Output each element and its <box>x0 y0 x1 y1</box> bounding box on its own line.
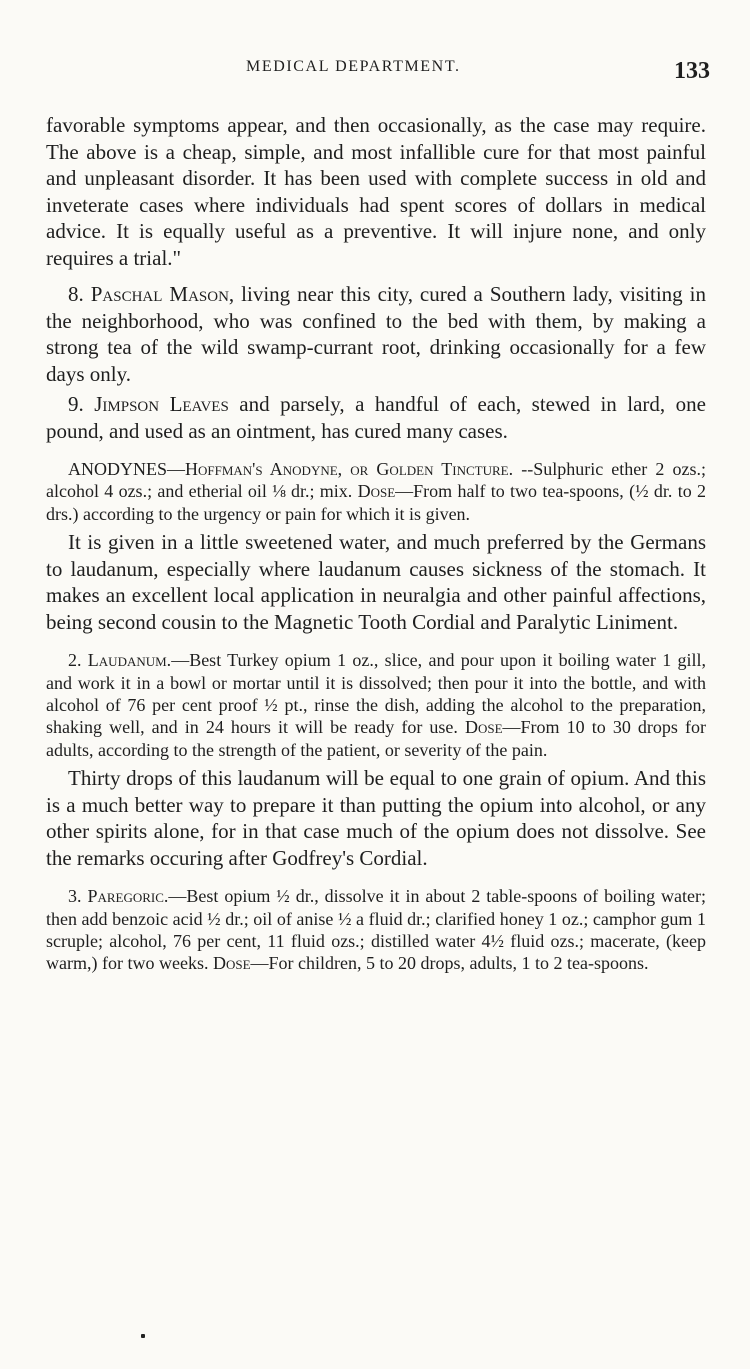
paragraph-anodynes <box>46 458 706 525</box>
dose-text: —From 10 to 30 drops for adults, according to the strength of the patient, or severity of the pain. <box>46 717 706 760</box>
paragraph-paregoric <box>46 885 706 975</box>
paragraph-text: Thirty drops of this laudanum will be equal to one grain of opium. And this is a much better way to prepare it than putting the opium into alcohol, or any other spirits alone, for in that case much of the opium does not dissolve. See the remarks occuring after Godfrey's Cordial. <box>46 766 706 870</box>
paragraph-laudanum-note <box>46 765 706 871</box>
item-number: 8. <box>68 282 84 306</box>
item-heading: Hoffman's Anodyne, or Golden Tincture. <box>185 459 514 479</box>
item-heading: Jimpson Leaves <box>94 392 229 416</box>
paragraph-text: living near this city, cured a Southern lady, visiting in the neighborhood, who was confined to the bed with them, by making a strong tea of the wild swamp-currant root, drinking occasionally for a few days only. <box>46 282 707 386</box>
paragraph-anodyne-usage <box>46 529 706 635</box>
paragraph-continued <box>46 112 706 271</box>
paragraph-text: favorable symptoms appear, and then occasionally, as the case may require. The above is a cheap, simple, and most infallible cure for that most painful and unpleasant disorder. It has been used with complete success in old and inveterate cases where individuals had spent scores of dollars in medical advice. It is equally useful as a preventive. It will injure none, and only requires a trial." <box>46 113 706 270</box>
dose-label: Dose <box>212 953 251 974</box>
page-header <box>46 58 710 88</box>
paragraph-text: —Best opium ½ dr., dissolve it in about 2 table-spoons of boiling water; then add benzoic acid ½ dr.; oil of anise ½ a fluid dr.; clarified honey 1 oz.; camphor gum 1 scruple; alcohol, 76 per cent, 11 fluid ozs.; distilled water 4½ fluid ozs.; macerate, (keep warm,) for two weeks. <box>46 886 707 974</box>
running-head: MEDICAL DEPARTMENT. <box>246 58 461 75</box>
item-heading: Paregoric. <box>87 886 169 907</box>
item-heading: Laudanum. <box>87 650 172 671</box>
page-body <box>46 112 706 975</box>
paragraph-text: —Best Turkey opium 1 oz., slice, and pour upon it boiling water 1 gill, and work it in a bowl or mortar until it is dissolved; then pour it into the bottle, and with alcohol of 76 per cent proof ½ pt., rinse the dish, adding the alcohol to the preparation, shaking well, and in 24 hours it will be ready for use. <box>46 650 706 738</box>
dose-text: —From half to two tea-spoons, (½ dr. to 2 drs.) according to the urgency or pain for which it is given. <box>46 481 706 524</box>
dose-label: Dose <box>357 481 396 502</box>
dose-label: Dose <box>464 717 503 738</box>
print-speck <box>141 1334 145 1338</box>
item-number: 3. <box>68 886 82 907</box>
page-number: 133 <box>674 58 710 84</box>
paragraph-text: It is given in a little sweetened water, and much preferred by the Germans to laudanum, especially where laudanum causes sickness of the stomach. It makes an excellent local application in neuralgia and other painful affections, being second cousin to the Magnetic Tooth Cordial and Paralytic Liniment. <box>46 530 706 634</box>
paragraph-remedy-9 <box>46 391 706 444</box>
paragraph-text: and parsely, a handful of each, stewed in lard, one pound, and used as an ointment, has cured many cases. <box>46 392 706 443</box>
dose-text: —For children, 5 to 20 drops, adults, 1 to 2 tea-spoons. <box>250 953 649 974</box>
item-heading: Paschal Mason, <box>90 282 235 306</box>
section-title: ANODYNES— <box>68 459 185 479</box>
paragraph-remedy-8 <box>46 281 706 387</box>
paragraph-text: --Sulphuric ether 2 ozs.; alcohol 4 ozs.; and etherial oil ⅛ dr.; mix. <box>46 459 706 502</box>
item-number: 9. <box>68 392 84 416</box>
item-number: 2. <box>68 650 82 671</box>
paragraph-laudanum <box>46 649 706 761</box>
